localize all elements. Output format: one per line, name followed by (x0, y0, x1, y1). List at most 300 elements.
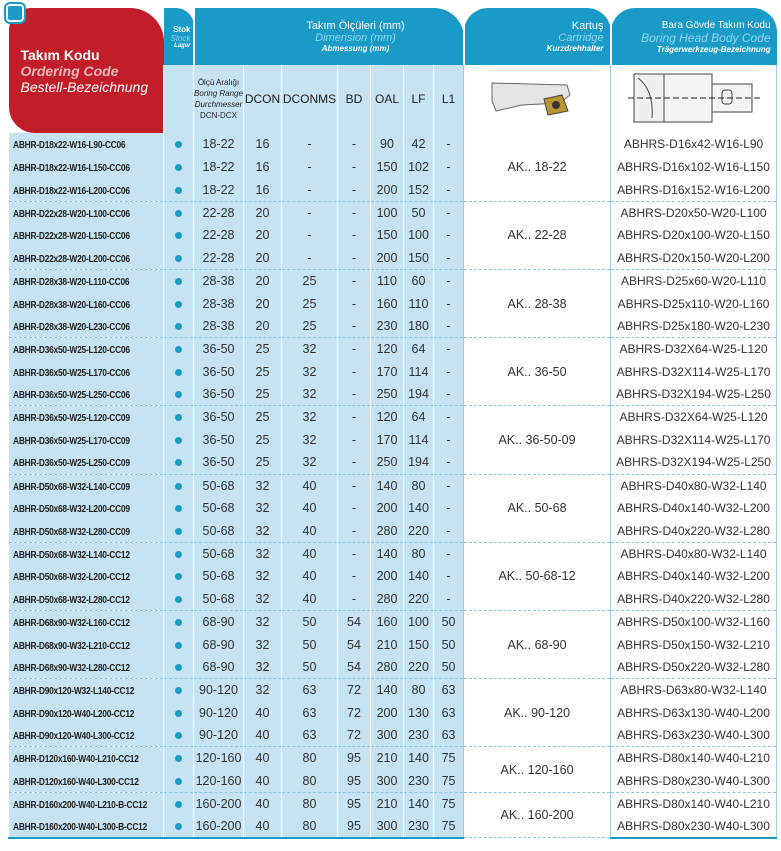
body-code: ABHRS-D80x230-W40-L300 (611, 770, 777, 793)
cell-dconms: 63 (282, 679, 338, 702)
cell-lf: 42 (404, 133, 434, 156)
ordering-code: ABHR-D28x38-W20-L110-CC06 (13, 276, 130, 289)
stock-indicator (164, 292, 194, 315)
table-row (9, 747, 777, 770)
cell-lf: 180 (404, 315, 434, 338)
ordering-code-cell (9, 315, 164, 338)
body-code: ABHRS-D40x80-W32-L140 (611, 542, 777, 565)
cell-bd: - (338, 519, 371, 542)
cell-dcon: 20 (244, 247, 282, 270)
cartridge-code: AK.. 68-90 (464, 610, 611, 678)
stock-indicator (164, 724, 194, 747)
ordering-code: ABHR-D160x200-W40-L300-B-CC12 (13, 820, 148, 833)
ordering-code: ABHR-D68x90-W32-L160-CC12 (13, 617, 130, 630)
cell-l1: - (434, 133, 464, 156)
cell-range: 120-160 (194, 747, 244, 770)
cell-dconms: - (282, 247, 338, 270)
body-code: ABHRS-D40x80-W32-L140 (611, 474, 777, 497)
stock-indicator (164, 588, 194, 611)
cell-lf: 100 (404, 610, 434, 633)
body-code: ABHRS-D50x100-W32-L160 (611, 610, 777, 633)
header-tr: Bara Gövde Takım Kodu (661, 19, 771, 31)
body-code: ABHRS-D32X64-W25-L120 (611, 338, 777, 361)
table-row (9, 497, 777, 520)
table-row (9, 770, 777, 793)
cell-lf: 102 (404, 156, 434, 179)
cell-oal: 100 (371, 201, 404, 224)
table-row (9, 224, 777, 247)
cell-dcon: 25 (244, 338, 282, 361)
body-code: ABHRS-D16x152-W16-L200 (611, 178, 777, 201)
body-code: ABHRS-D40x220-W32-L280 (611, 519, 777, 542)
table-row (9, 178, 777, 201)
header-en: Ordering Code (20, 62, 119, 79)
body-code: ABHRS-D40x220-W32-L280 (611, 588, 777, 611)
table-row (9, 633, 777, 656)
ordering-code-cell (9, 133, 164, 156)
cell-dcon: 20 (244, 224, 282, 247)
in-stock-dot-icon (175, 664, 182, 671)
stock-indicator (164, 792, 194, 815)
body-code: ABHRS-D63x80-W32-L140 (611, 679, 777, 702)
cell-lf: 80 (404, 542, 434, 565)
cell-dcon: 40 (244, 792, 282, 815)
cartridge-code: AK.. 120-160 (464, 747, 611, 792)
in-stock-dot-icon (175, 551, 182, 558)
cell-dconms: 50 (282, 656, 338, 679)
stock-indicator (164, 815, 194, 838)
cell-lf: 50 (404, 201, 434, 224)
cell-oal: 170 (371, 429, 404, 452)
cell-oal: 160 (371, 610, 404, 633)
cell-lf: 110 (404, 292, 434, 315)
cell-dconms: 50 (282, 610, 338, 633)
cell-dconms: - (282, 178, 338, 201)
cell-bd: 72 (338, 701, 371, 724)
header-de: Kurzdrehhalter (546, 44, 604, 53)
cell-lf: 64 (404, 406, 434, 429)
cell-dconms: 40 (282, 474, 338, 497)
cell-range: 36-50 (194, 360, 244, 383)
stock-indicator (164, 383, 194, 406)
cell-dcon: 25 (244, 383, 282, 406)
in-stock-dot-icon (175, 687, 182, 694)
cell-dconms: 32 (282, 338, 338, 361)
in-stock-dot-icon (175, 369, 182, 376)
cell-oal: 140 (371, 542, 404, 565)
cell-range: 22-28 (194, 201, 244, 224)
cell-oal: 90 (371, 133, 404, 156)
cell-lf: 140 (404, 497, 434, 520)
ordering-code: ABHR-D50x68-W32-L200-CC09 (13, 503, 130, 516)
cell-oal: 250 (371, 451, 404, 474)
ordering-code: ABHR-D22x28-W20-L100-CC06 (13, 207, 130, 220)
ordering-code: ABHR-D36x50-W25-L120-CC06 (13, 344, 130, 357)
cell-dconms: 40 (282, 519, 338, 542)
cell-bd: - (338, 224, 371, 247)
table-row (9, 588, 777, 611)
stock-indicator (164, 701, 194, 724)
body-code: ABHRS-D25x180-W20-L230 (611, 315, 777, 338)
in-stock-dot-icon (175, 232, 182, 239)
header-tr: Takım Ölçüleri (mm) (306, 20, 405, 32)
cell-dconms: - (282, 224, 338, 247)
cell-bd: 54 (338, 633, 371, 656)
header-tr: Ölçü Aralığı (197, 78, 240, 87)
cell-oal: 140 (371, 474, 404, 497)
cell-lf: 152 (404, 178, 434, 201)
header-en: Cartridge (558, 32, 604, 44)
cell-lf: 80 (404, 679, 434, 702)
ordering-code-header (9, 8, 164, 133)
cell-oal: 200 (371, 701, 404, 724)
cell-range: 68-90 (194, 656, 244, 679)
ordering-code: ABHR-D36x50-W25-L170-CC09 (13, 434, 130, 447)
cell-l1: - (434, 338, 464, 361)
cell-range: 22-28 (194, 224, 244, 247)
cell-lf: 140 (404, 747, 434, 770)
cell-l1: - (434, 315, 464, 338)
cell-l1: 50 (434, 633, 464, 656)
cell-dcon: 25 (244, 429, 282, 452)
table-row (9, 269, 777, 292)
stock-indicator (164, 679, 194, 702)
ordering-code: ABHR-D22x28-W20-L200-CC06 (13, 252, 130, 265)
cell-dconms: 63 (282, 724, 338, 747)
ordering-code-cell (9, 474, 164, 497)
ordering-code-cell (9, 519, 164, 542)
cell-range: 28-38 (194, 269, 244, 292)
cell-range: 50-68 (194, 474, 244, 497)
ordering-code-cell (9, 497, 164, 520)
cell-range: 18-22 (194, 133, 244, 156)
col-dcon: DCON (244, 65, 282, 133)
cell-bd: 95 (338, 815, 371, 838)
table-row (9, 429, 777, 452)
cell-lf: 194 (404, 451, 434, 474)
cartridge-code: AK.. 28-38 (464, 269, 611, 337)
cell-dconms: 80 (282, 770, 338, 793)
ordering-code-cell (9, 224, 164, 247)
cell-dconms: 25 (282, 269, 338, 292)
cell-oal: 160 (371, 292, 404, 315)
cell-range: 50-68 (194, 565, 244, 588)
table-row (9, 474, 777, 497)
cell-dcon: 32 (244, 542, 282, 565)
cell-dconms: - (282, 133, 338, 156)
cell-range: 50-68 (194, 588, 244, 611)
cell-l1: - (434, 429, 464, 452)
cell-range: 18-22 (194, 178, 244, 201)
cell-bd: - (338, 383, 371, 406)
cell-l1: - (434, 224, 464, 247)
cell-oal: 210 (371, 747, 404, 770)
in-stock-dot-icon (175, 642, 182, 649)
body-code: ABHRS-D20x100-W20-L150 (611, 224, 777, 247)
stock-header (164, 8, 194, 65)
cell-range: 28-38 (194, 292, 244, 315)
ordering-code: ABHR-D36x50-W25-L250-CC09 (13, 457, 130, 470)
ordering-code-cell (9, 542, 164, 565)
cell-range: 50-68 (194, 497, 244, 520)
cell-oal: 280 (371, 588, 404, 611)
ordering-code-cell (9, 588, 164, 611)
body-code: ABHRS-D50x150-W32-L210 (611, 633, 777, 656)
cell-dconms: - (282, 201, 338, 224)
ordering-code: ABHR-D36x50-W25-L250-CC06 (13, 389, 130, 402)
col-l1: L1 (434, 65, 464, 133)
ordering-code: ABHR-D18x22-W16-L90-CC06 (13, 139, 126, 152)
cell-lf: 230 (404, 770, 434, 793)
table-row (9, 679, 777, 702)
cell-lf: 194 (404, 383, 434, 406)
stock-indicator (164, 247, 194, 270)
cell-dcon: 16 (244, 178, 282, 201)
dimension-header (194, 8, 464, 65)
cell-l1: - (434, 383, 464, 406)
cartridge-code: AK.. 90-120 (464, 679, 611, 747)
cell-dconms: 32 (282, 360, 338, 383)
header-de: Lager (174, 42, 191, 49)
cell-oal: 250 (371, 383, 404, 406)
cell-lf: 60 (404, 269, 434, 292)
cell-oal: 200 (371, 497, 404, 520)
table-row (9, 542, 777, 565)
cell-oal: 300 (371, 724, 404, 747)
table-row (9, 292, 777, 315)
cell-lf: 64 (404, 338, 434, 361)
table-row (9, 519, 777, 542)
cell-oal: 280 (371, 519, 404, 542)
body-code: ABHRS-D50x220-W32-L280 (611, 656, 777, 679)
cell-lf: 114 (404, 360, 434, 383)
cell-oal: 230 (371, 315, 404, 338)
in-stock-dot-icon (175, 278, 182, 285)
cell-range: 36-50 (194, 383, 244, 406)
ordering-code: ABHR-D120x160-W40-L300-CC12 (13, 775, 139, 788)
cell-l1: 75 (434, 770, 464, 793)
col-bd: BD (338, 65, 371, 133)
cartridge-code: AK.. 36-50 (464, 338, 611, 406)
body-code: ABHRS-D80x140-W40-L210 (611, 792, 777, 815)
header-en: Boring Head Body Code (641, 30, 771, 45)
header-en: Boring Range (194, 89, 243, 98)
range-header (194, 65, 244, 133)
ordering-code-cell (9, 633, 164, 656)
ordering-code: ABHR-D90x120-W40-L200-CC12 (13, 707, 135, 720)
table-row (9, 724, 777, 747)
table-row (9, 451, 777, 474)
ordering-code-cell (9, 451, 164, 474)
cell-lf: 130 (404, 701, 434, 724)
cell-l1: - (434, 542, 464, 565)
ordering-code: ABHR-D50x68-W32-L200-CC12 (13, 571, 130, 584)
ordering-code-cell (9, 269, 164, 292)
cell-bd: - (338, 429, 371, 452)
cell-l1: - (434, 588, 464, 611)
cell-l1: - (434, 519, 464, 542)
cell-bd: - (338, 133, 371, 156)
in-stock-dot-icon (175, 301, 182, 308)
cell-bd: - (338, 406, 371, 429)
cell-l1: - (434, 201, 464, 224)
cell-dcon: 20 (244, 269, 282, 292)
cell-l1: - (434, 451, 464, 474)
cartridge-code: AK.. 50-68 (464, 474, 611, 542)
cell-lf: 220 (404, 656, 434, 679)
cell-dcon: 40 (244, 815, 282, 838)
cell-dcon: 40 (244, 701, 282, 724)
cell-bd: 54 (338, 610, 371, 633)
cell-bd: 95 (338, 770, 371, 793)
cell-dcon: 32 (244, 656, 282, 679)
ordering-code: ABHR-D22x28-W20-L150-CC06 (13, 230, 130, 243)
in-stock-dot-icon (175, 573, 182, 580)
col-oal: OAL (371, 65, 404, 133)
ordering-code-cell (9, 815, 164, 838)
in-stock-dot-icon (175, 255, 182, 262)
stock-indicator (164, 519, 194, 542)
cell-range: 28-38 (194, 315, 244, 338)
table-row (9, 247, 777, 270)
ordering-code-cell (9, 656, 164, 679)
cell-l1: 63 (434, 701, 464, 724)
ordering-code-cell (9, 292, 164, 315)
stock-subheader (164, 65, 194, 133)
cell-bd: - (338, 497, 371, 520)
cell-bd: - (338, 178, 371, 201)
ordering-code-cell (9, 338, 164, 361)
table-row (9, 383, 777, 406)
cartridge-image (464, 65, 611, 133)
cell-range: 22-28 (194, 247, 244, 270)
in-stock-dot-icon (175, 391, 182, 398)
header-en: Stock (170, 33, 191, 43)
body-code: ABHRS-D63x230-W40-L300 (611, 724, 777, 747)
cell-bd: - (338, 247, 371, 270)
in-stock-dot-icon (175, 483, 182, 490)
cell-range: 50-68 (194, 519, 244, 542)
cell-dcon: 25 (244, 451, 282, 474)
cell-range: 68-90 (194, 610, 244, 633)
cell-dconms: - (282, 156, 338, 179)
cell-l1: - (434, 497, 464, 520)
cell-l1: 50 (434, 656, 464, 679)
in-stock-dot-icon (175, 823, 182, 830)
table-row (9, 201, 777, 224)
in-stock-dot-icon (175, 437, 182, 444)
body-code: ABHRS-D25x60-W20-L110 (611, 269, 777, 292)
cell-range: 50-68 (194, 542, 244, 565)
ordering-code-cell (9, 610, 164, 633)
cell-l1: - (434, 292, 464, 315)
ordering-code-cell (9, 406, 164, 429)
in-stock-dot-icon (175, 596, 182, 603)
table-row (9, 565, 777, 588)
cell-dcon: 32 (244, 474, 282, 497)
cell-oal: 150 (371, 224, 404, 247)
stock-indicator (164, 633, 194, 656)
cell-oal: 280 (371, 656, 404, 679)
body-code: ABHRS-D20x150-W20-L200 (611, 247, 777, 270)
header-de: Durchmesser (194, 100, 243, 109)
cell-range: 36-50 (194, 338, 244, 361)
cell-l1: 50 (434, 610, 464, 633)
cell-l1: - (434, 178, 464, 201)
cell-l1: 75 (434, 747, 464, 770)
cell-lf: 220 (404, 519, 434, 542)
in-stock-dot-icon (175, 141, 182, 148)
body-code: ABHRS-D32X114-W25-L170 (611, 429, 777, 452)
in-stock-dot-icon (175, 164, 182, 171)
stock-indicator (164, 770, 194, 793)
cell-lf: 220 (404, 588, 434, 611)
ordering-code: ABHR-D50x68-W32-L280-CC12 (13, 593, 130, 606)
cell-l1: 75 (434, 792, 464, 815)
body-code: ABHRS-D32X194-W25-L250 (611, 383, 777, 406)
table-row (9, 406, 777, 429)
body-code: ABHRS-D80x230-W40-L300 (611, 815, 777, 838)
cell-l1: 75 (434, 815, 464, 838)
stock-indicator (164, 224, 194, 247)
cell-bd: - (338, 201, 371, 224)
cell-oal: 210 (371, 633, 404, 656)
stock-indicator (164, 360, 194, 383)
cartridge-icon (482, 73, 592, 123)
ordering-code-cell (9, 747, 164, 770)
cell-l1: - (434, 474, 464, 497)
cell-dcon: 32 (244, 588, 282, 611)
table-row (9, 133, 777, 156)
cell-oal: 200 (371, 565, 404, 588)
cell-dcon: 20 (244, 201, 282, 224)
cell-bd: - (338, 360, 371, 383)
cell-range: 120-160 (194, 770, 244, 793)
in-stock-dot-icon (175, 710, 182, 717)
cell-dcon: 40 (244, 724, 282, 747)
cell-dcon: 32 (244, 633, 282, 656)
ordering-code: ABHR-D18x22-W16-L200-CC06 (13, 184, 130, 197)
table-row (9, 360, 777, 383)
cell-bd: 95 (338, 747, 371, 770)
cell-oal: 110 (371, 269, 404, 292)
boring-bar-table (8, 8, 777, 839)
table-body (9, 133, 777, 838)
cell-dconms: 40 (282, 565, 338, 588)
ordering-code: ABHR-D36x50-W25-L170-CC06 (13, 366, 130, 379)
cell-oal: 200 (371, 178, 404, 201)
cell-dconms: 32 (282, 383, 338, 406)
body-code: ABHRS-D80x140-W40-L210 (611, 747, 777, 770)
cell-dcon: 20 (244, 292, 282, 315)
cell-bd: 95 (338, 792, 371, 815)
cell-oal: 200 (371, 247, 404, 270)
table-row (9, 701, 777, 724)
cell-bd: - (338, 156, 371, 179)
corner-tab-icon (6, 4, 24, 22)
cell-l1: - (434, 156, 464, 179)
ordering-code: ABHR-D120x160-W40-L210-CC12 (13, 753, 139, 766)
cell-dconms: 40 (282, 497, 338, 520)
cell-bd: - (338, 292, 371, 315)
body-code: ABHRS-D32X114-W25-L170 (611, 360, 777, 383)
cartridge-code: AK.. 160-200 (464, 792, 611, 837)
cell-oal: 140 (371, 679, 404, 702)
ordering-code: ABHR-D160x200-W40-L210-B-CC12 (13, 798, 148, 811)
body-code: ABHRS-D25x110-W20-L160 (611, 292, 777, 315)
in-stock-dot-icon (175, 346, 182, 353)
cell-lf: 230 (404, 724, 434, 747)
